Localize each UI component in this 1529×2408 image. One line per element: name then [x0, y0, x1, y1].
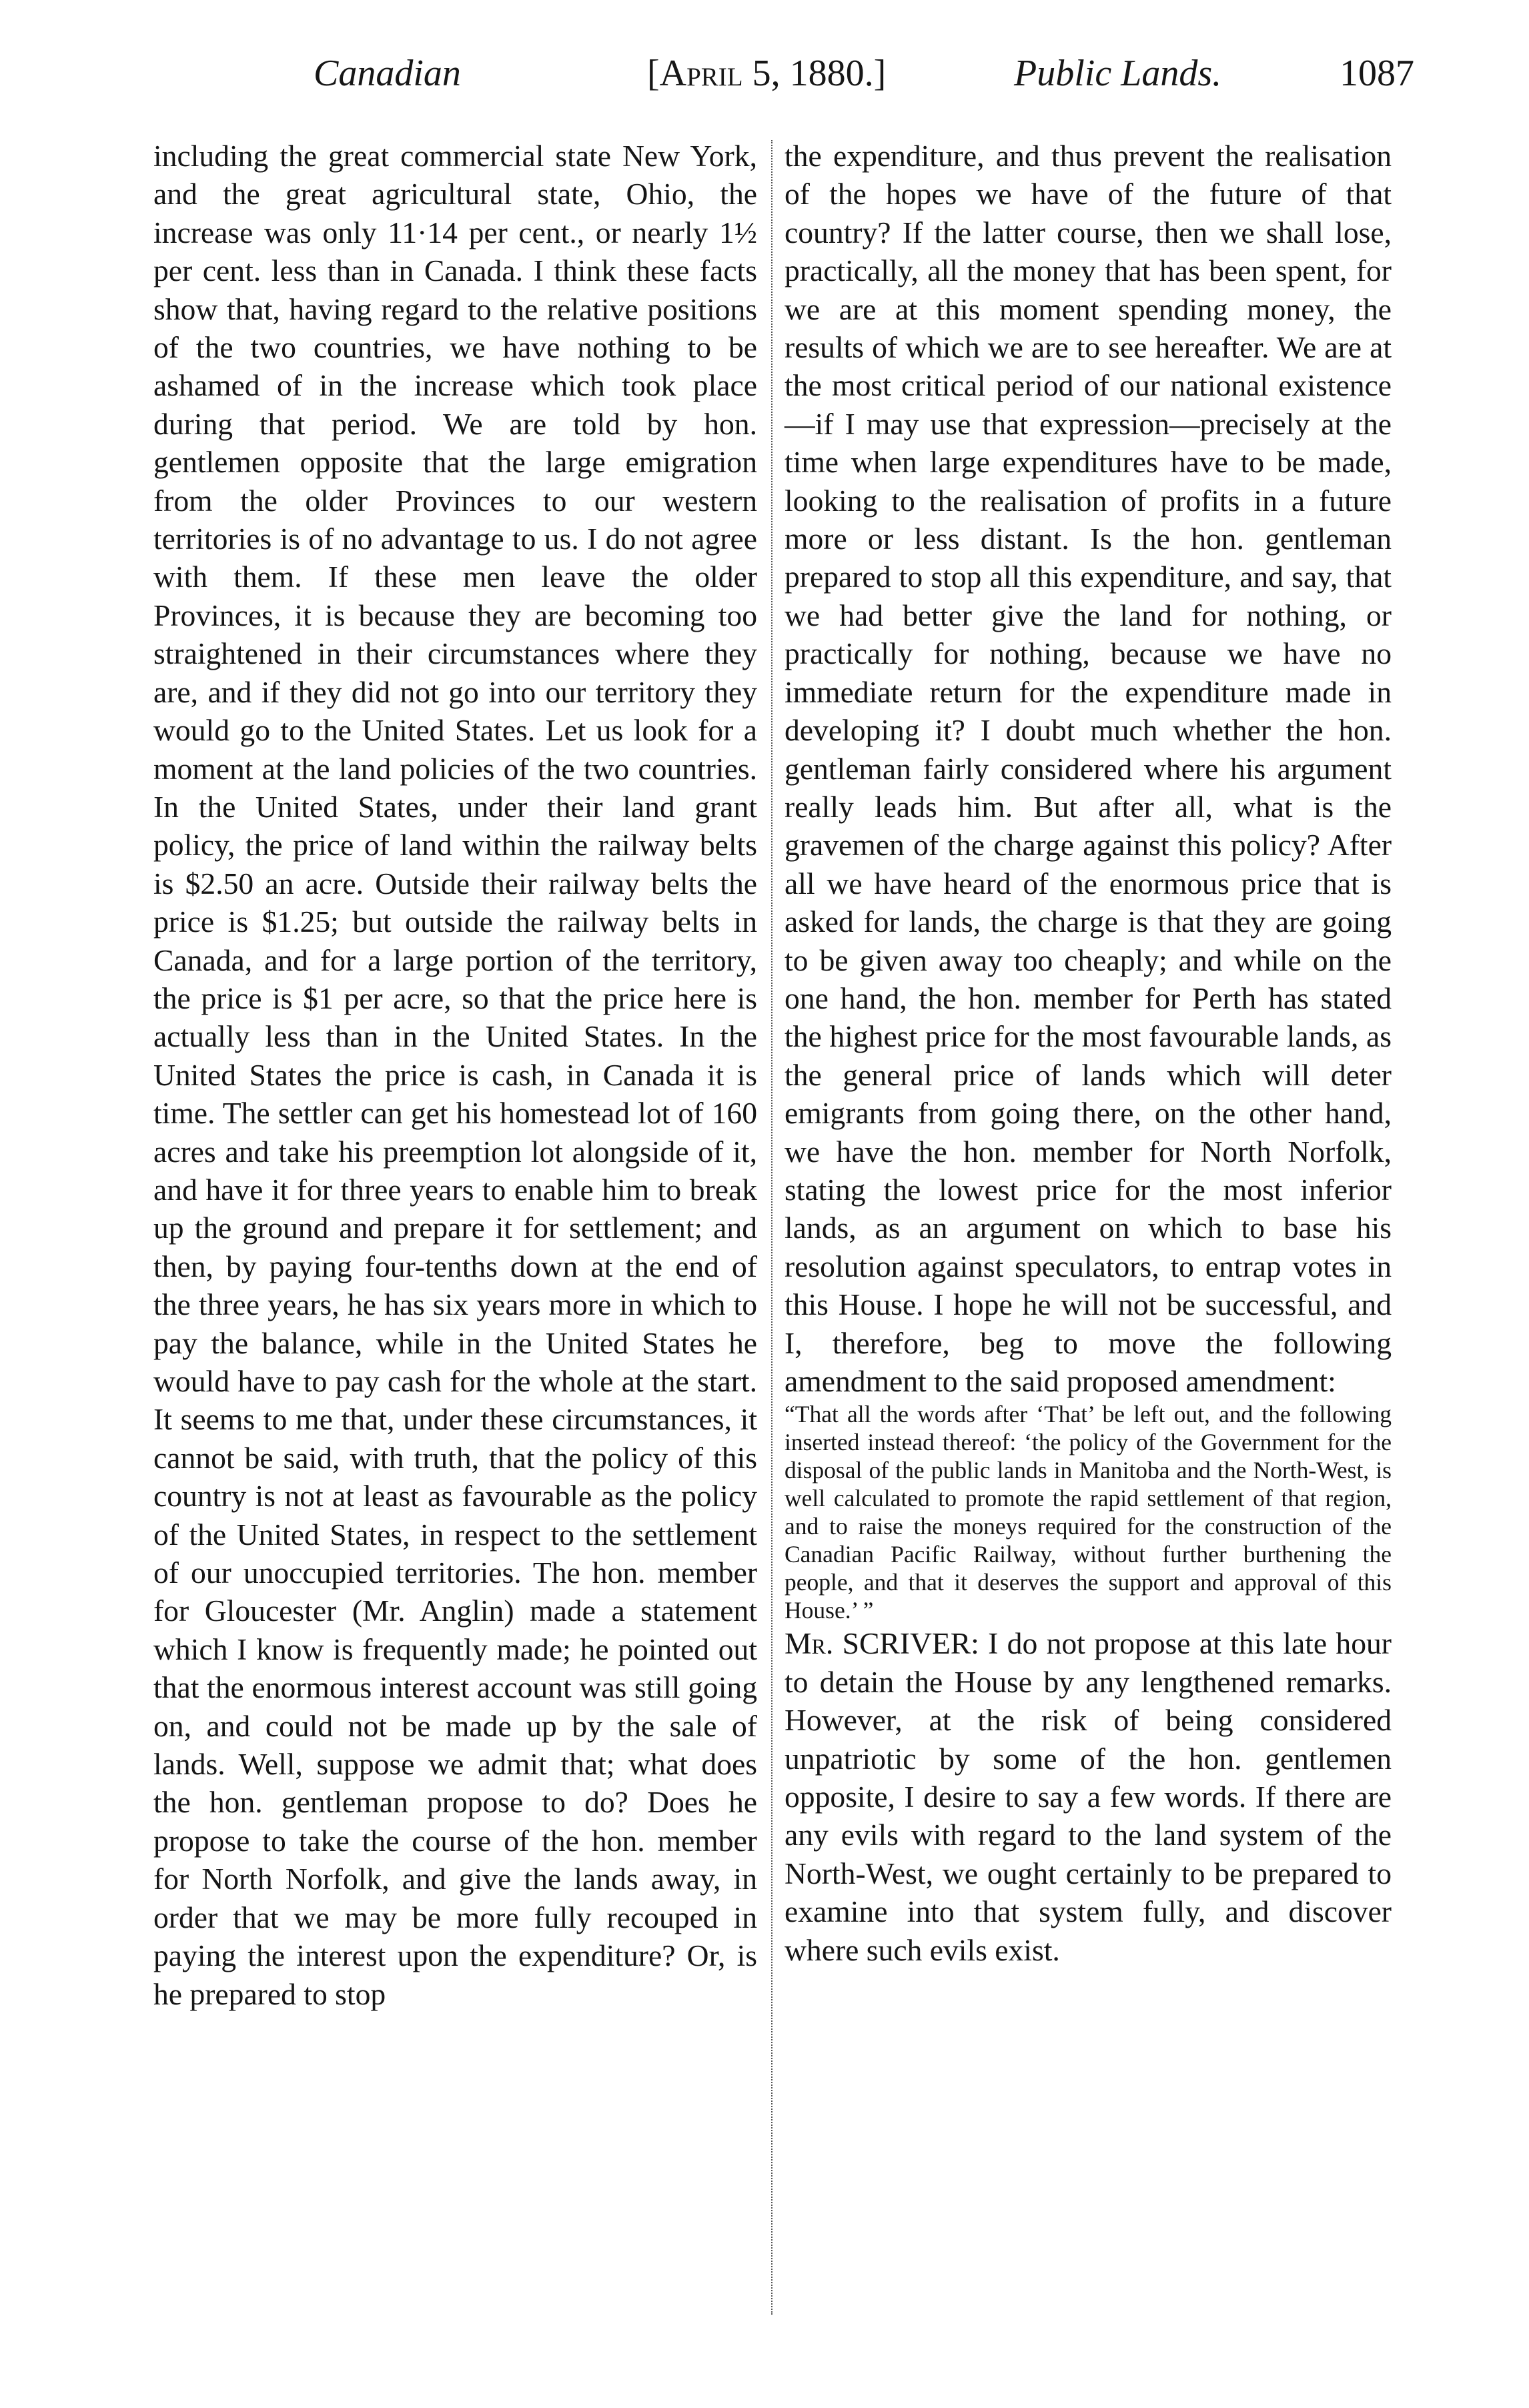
speech-text: I do not propose at this late hour to detain the House by any lengthened remarks. However, at the risk of being considered unpatriotic by some of the hon. gentlemen opposite, I desire to say a few words. If there are any evils with regard to the land system of the North-West, we ought certainly to be prepared to examine into that system fully, and discover where such evils exist.	[785, 1626, 1392, 1967]
left-column	[153, 137, 757, 2013]
page-header	[153, 52, 1414, 112]
right-column	[785, 137, 1392, 1969]
header-date-rest: 5, 1880.]	[752, 53, 887, 94]
speaker-paragraph	[785, 1624, 1392, 1969]
column-divider	[771, 140, 773, 2315]
page-number: 1087	[1340, 53, 1414, 94]
speaker-name: Mr. SCRIVER:	[785, 1626, 979, 1661]
header-section-right: Public Lands.	[1014, 53, 1222, 94]
left-column-text: including the great commercial state New York, and the great agricultural state, Ohio, the increase was only 11·14 per cent., or nearly 1½ per cent. less than in Canada. I think these facts show that, having regard to the relative positions of the two countries, we have nothing to be ashamed of in the increase which took place during that period. We are told by hon. gentlemen opposite that the large emigration from the older Provinces to our western territories is of no advantage to us. I do not agree with them. If these men leave the older Provinces, it is because they are becoming too straightened in their circumstances where they are, and if they did not go into our territory they would go to the United States. Let us look for a moment at the land policies of the two countries. In the United States, under their land grant policy, the price of land within the railway belts is $2.50 an acre. Outside their railway belts the price is $1.25; but outside the railway belts in Canada, and for a large portion of the territory, the price is $1 per acre, so that the price here is actually less than in the United States. In the United States the price is cash, in Canada it is time. The settler can get his homestead lot of 160 acres and take his preemption lot alongside of it, and have it for three years to enable him to break up the ground and prepare it for settlement; and then, by paying four-tenths down at the end of the three years, he has six years more in which to pay the balance, while in the United States he would have to pay cash for the whole at the start. It seems to me that, under these circumstances, it cannot be said, with truth, that the policy of this country is not at least as favourable as the policy of the United States, in respect to the settlement of our unoccupied territories. The hon. member for Gloucester (Mr. Anglin) made a statement which I know is frequently made; he pointed out that the enormous interest account was still going on, and could not be made up by the sale of lands. Well, suppose we admit that; what does the hon. gentleman propose to do? Does he propose to take the course of the hon. member for North Norfolk, and give the lands away, in order that we may be more fully recouped in paying the interest upon the expenditure? Or, is he prepared to stop	[153, 139, 757, 2011]
header-date-month: April	[659, 53, 743, 94]
right-column-text: the expenditure, and thus prevent the realisation of the hopes we have of the future of that country? If the latter course, then we shall lose, practically, all the money that has been spent, for we are at this moment spending money, the results of which we are to see hereafter. We are at the most critical period of our national existence—if I may use that expression—precisely at the time when large expenditures have to be made, looking to the realisation of profits in a future more or less distant. Is the hon. gentleman prepared to stop all this expenditure, and say, that we had better give the land for nothing, or practically for nothing, because we have no immediate return for the expenditure made in developing it? I doubt much whether the hon. gentleman fairly considered where his argument really leads him. But after all, what is the gravemen of the charge against this policy? After all we have heard of the enormous price that is asked for lands, the charge is that they are going to be given away too cheaply; and while on the one hand, the hon. member for Perth has stated the highest price for the most favourable lands, as the general price of lands which will deter emigrants from going there, on the other hand, we have the hon. member for North Norfolk, stating the lowest price for the most inferior lands, as an argument on which to base his resolution against speculators, to entrap votes in this House. I hope he will not be successful, and I, therefore, beg to move the following amendment to the said proposed amendment:	[785, 139, 1392, 1398]
header-section-left: Canadian	[314, 53, 461, 94]
header-date: [April 5, 1880.]	[647, 53, 887, 94]
amendment-quote: “That all the words after ‘That’ be left out, and the following inserted instead thereof: ‘the policy of the Government for the disposal of the public lands in Manitoba and the North-West, is well calculated to promote the rapid settlement of that region, and to raise the moneys required for the construction of the Canadian Pacific Railway, without further burthening the people, and that it deserves the support and approval of this House.’ ”	[785, 1401, 1392, 1624]
